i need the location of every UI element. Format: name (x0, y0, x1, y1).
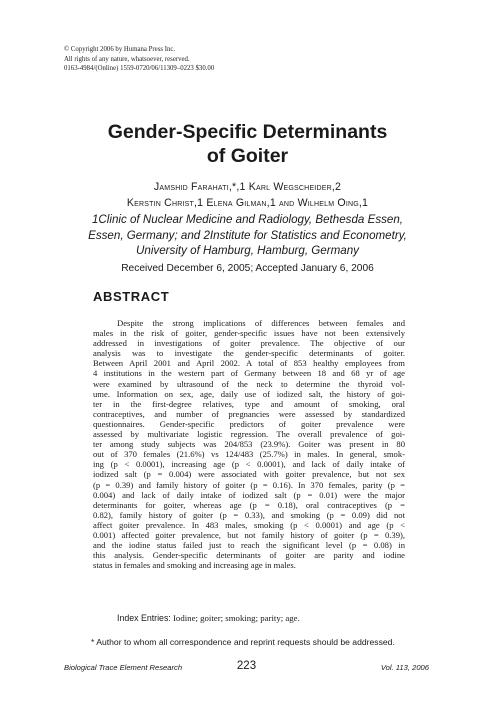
title-line: of Goiter (206, 145, 289, 167)
page-number: 223 (236, 660, 257, 672)
abstract-line: and the iodine status failed just to reach the significant level (p = 0.08) in (93, 540, 405, 551)
correspondence-footnote: * Author to whom all correspondence and reprint requests should be addressed. (91, 637, 395, 647)
article-title (0, 120, 495, 168)
index-entries-label: Index Entries: (117, 613, 171, 623)
page-footer (64, 660, 429, 674)
abstract-heading: ABSTRACT (93, 289, 170, 304)
abstract-line: were examined by ultrasound of the neck to determine the thyroid vol- (93, 378, 405, 389)
abstract-line: addressed in investigations of goiter prevalence. The objective of our (93, 338, 405, 349)
author-line: Jamshid Farahati,*,1 Karl Wegscheider,2 (153, 181, 342, 193)
abstract-line: ing (p < 0.0001), increasing age (p < 0.0001), and lack of daily intake of (93, 459, 405, 470)
abstract-line: affect goiter prevalence. In 483 males, smoking (p < 0.0001) and age (p < (93, 519, 405, 530)
abstract-line: ter among study subjects was 204/853 (23.9%). Goiter was present in 80 (93, 439, 405, 450)
received-dates: Received December 6, 2005; Accepted January 6, 2006 (121, 263, 374, 274)
title-line: Gender-Specific Determinants (107, 121, 388, 143)
abstract-line: Despite the strong implications of differences between females and (117, 318, 405, 328)
index-entries (117, 613, 300, 623)
affiliations (0, 212, 495, 259)
affiliation-line: University of Hamburg, Hamburg, Germany (136, 244, 359, 257)
abstract-line: Between April 2001 and April 2002. A total of 853 healthy employees from (93, 358, 405, 369)
author-line: Kerstin Christ,1 Elena Gilman,1 and Wilhelm Oing,1 (126, 197, 369, 209)
affiliation-line: Essen, Germany; and 2Institute for Statistics and Econometry, (88, 228, 407, 242)
abstract-line: ume. Information on sex, age, daily use of iodized salt, the history of goi- (93, 388, 405, 399)
abstract-line: contraceptives, and number of pregnancies were assessed by standardized (93, 408, 405, 419)
abstract-line: questionnaires. Gender-specific predictors of goiter prevalence were (93, 418, 405, 429)
copyright-notice (64, 45, 444, 74)
abstract-line: status in females and smoking and increasing age in males. (93, 560, 296, 571)
abstract-line: ter in the first-degree relatives, type and amount of smoking, oral (93, 398, 405, 409)
journal-volume: Vol. 113, 2006 (380, 663, 429, 672)
abstract-line: 0.004) and lack of daily intake of iodized salt (p = 0.01) were the major (93, 489, 405, 500)
copyright-line: 0163-4984/(Online) 1559-0720/06/11309–0223 $30.00 (64, 65, 215, 73)
abstract-line: determinants for goiter, whereas age (p = 0.18), oral contraceptives (p = (93, 499, 405, 510)
author-list (0, 179, 495, 211)
abstract-line: 4 institutions in the western part of Germany between 18 and 68 yr of age (93, 368, 405, 379)
abstract-line: this analysis. Gender-specific determinants of goiter are parity and iodine (93, 550, 405, 561)
abstract-line: assessed by multivariate logistic regression. The overall prevalence of goi- (93, 429, 405, 440)
copyright-line: © Copyright 2006 by Humana Press Inc. (64, 46, 176, 53)
abstract-line: (p = 0.39) and family history of goiter (p = 0.16). In 370 females, parity (p = (93, 479, 405, 490)
affiliation-line: 1Clinic of Nuclear Medicine and Radiology, Bethesda Essen, (91, 213, 404, 226)
abstract-line: 0.001) affected goiter prevalence, but not family history of goiter (p = 0.39), (93, 529, 405, 540)
abstract-line: iodized salt (p = 0.004) were associated with goiter prevalence, but not sex (93, 469, 405, 480)
abstract-body (93, 318, 405, 570)
abstract-line: 0.82), family history of goiter (p = 0.33), and smoking (p = 0.09) did not (93, 509, 405, 520)
abstract-line: males in the risk of goiter, gender-specific issues have not been extensively (93, 328, 405, 339)
copyright-line: All rights of any nature, whatsoever, reserved. (64, 55, 190, 63)
abstract-line: analysis was to investigate the gender-specific determinants of goiter. (93, 348, 405, 359)
journal-name: Biological Trace Element Research (64, 663, 183, 672)
index-entries-terms: Iodine; goiter; smoking; parity; age. (170, 613, 300, 623)
abstract-line: out of 370 females (21.6%) vs 124/483 (25.7%) in males. In general, smok- (93, 449, 405, 460)
